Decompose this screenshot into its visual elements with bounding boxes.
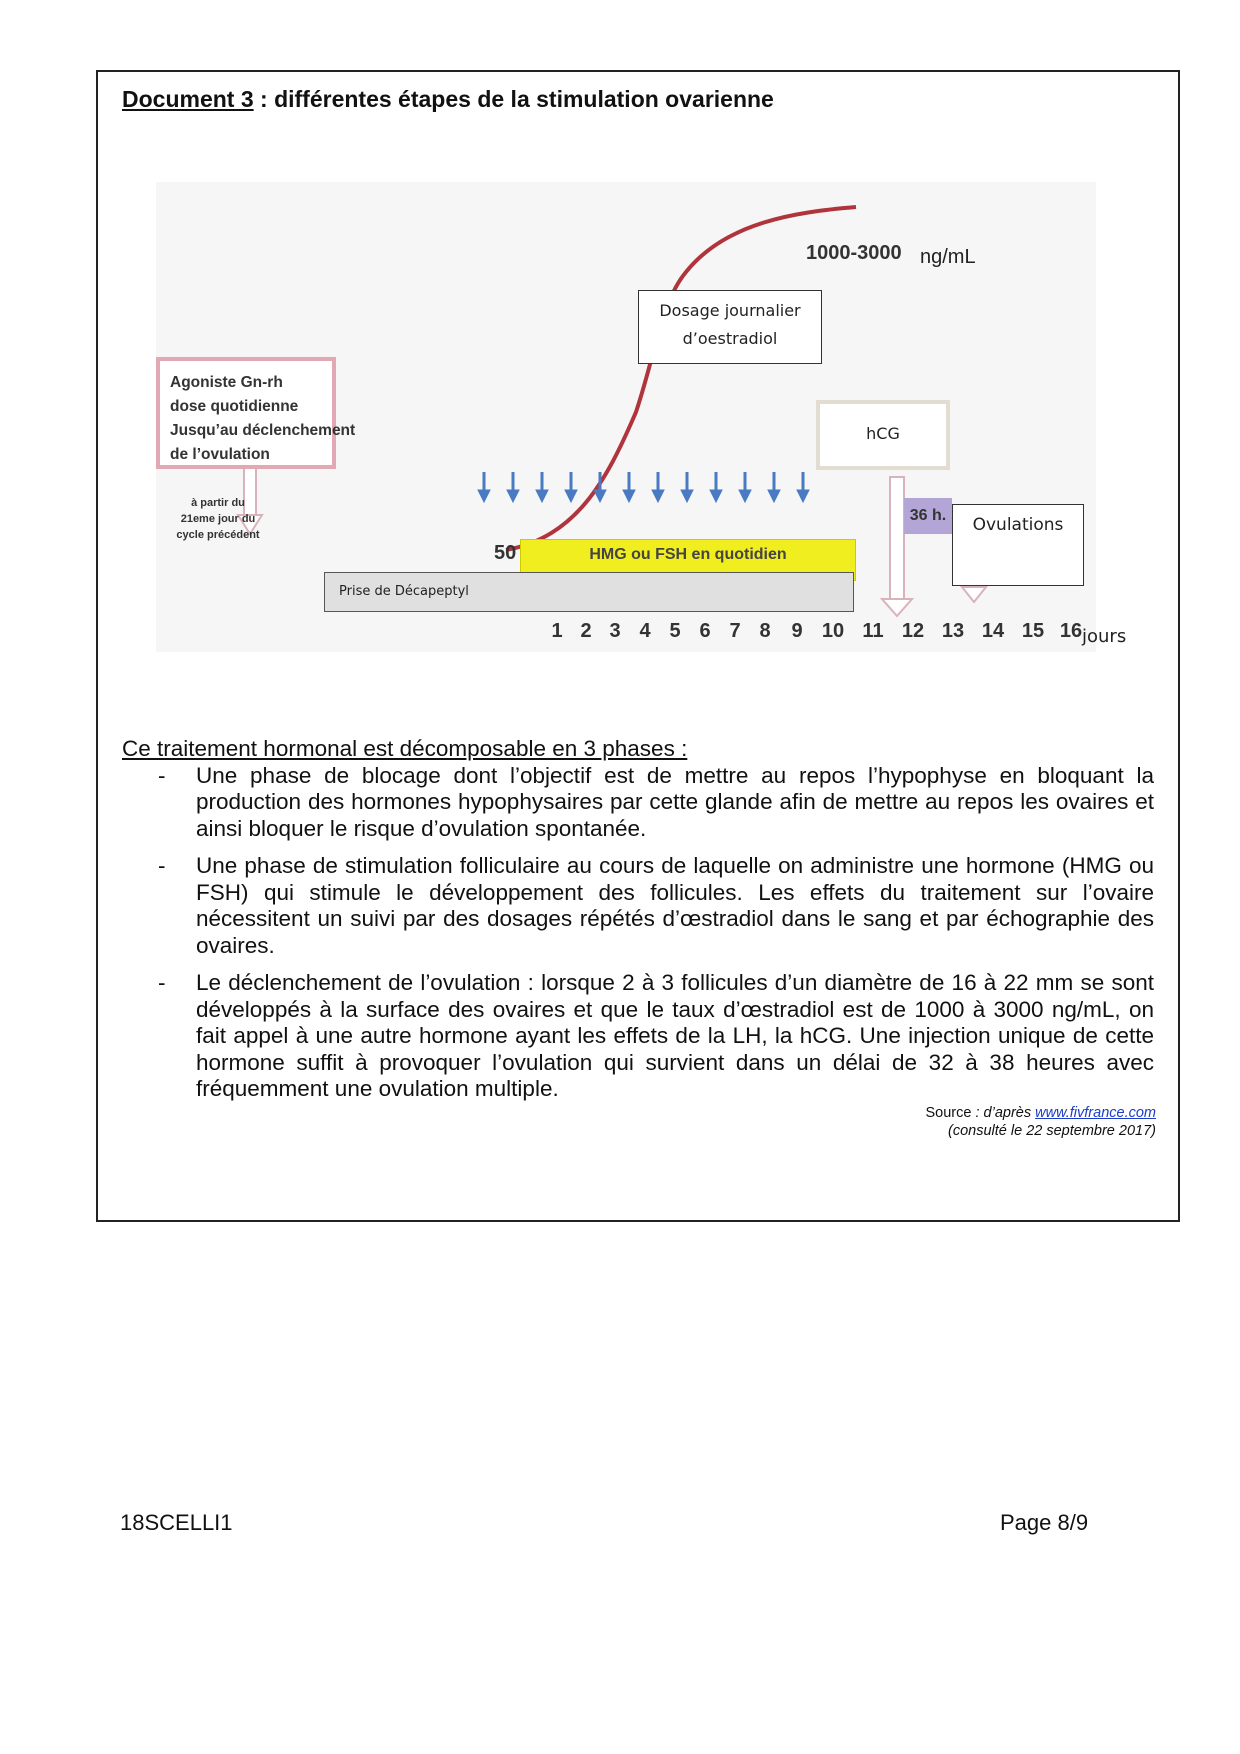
day-tick: 14	[981, 620, 1005, 642]
day-tick: 6	[699, 620, 711, 642]
ovulations-box: Ovulations	[952, 504, 1084, 586]
days-unit: jours	[1082, 626, 1127, 647]
agoniste-box: Agoniste Gn-rh dose quotidienne Jusqu’au déclenchement de l’ovulation	[156, 357, 336, 469]
consulted-date: (consulté le 22 septembre 2017)	[948, 1123, 1156, 1139]
intro-text: Ce traitement hormonal est décomposable en 3 phases :	[122, 736, 688, 761]
day-tick: 7	[729, 620, 741, 642]
day-tick: 16	[1059, 620, 1083, 642]
text-block	[122, 736, 1154, 1114]
start-value: 50	[494, 542, 517, 564]
source-citation: Source : d’après www.fivfrance.com (consulté le 22 septembre 2017)	[925, 1105, 1156, 1139]
peak-value: 1000-3000	[806, 242, 902, 264]
day-tick: 13	[941, 620, 965, 642]
footer-code: 18SCELLI1	[120, 1510, 233, 1535]
document-title-text: : différentes étapes de la stimulation ovarienne	[253, 86, 774, 112]
day-tick: 12	[901, 620, 925, 642]
document-number: Document 3	[122, 86, 254, 112]
phase-list	[122, 763, 1154, 1103]
document-frame	[96, 70, 1180, 1222]
day-tick: 15	[1021, 620, 1045, 642]
hmg-fsh-bar: HMG ou FSH en quotidien	[520, 539, 856, 581]
decapeptyl-bar: Prise de Décapeptyl	[324, 572, 854, 612]
day-tick: 1	[551, 620, 563, 642]
page-number: Page 8/9	[1000, 1510, 1089, 1535]
day-tick: 4	[639, 620, 651, 642]
cycle-start-note: à partir du 21eme jour du cycle précédent	[176, 497, 260, 541]
dosage-box: Dosage journalier d’oestradiol	[638, 290, 822, 364]
day-tick: 10	[821, 620, 845, 642]
phase-item: - Une phase de stimulation folliculaire au cours de laquelle on administre une hormone (HMG ou FSH) qui stimule le développement des follicules. Les effets du traitement sur l’ovaire nécessitent un suivi par des dosages répétés d’œstradiol dans le sang et par échographie des ovaires.	[158, 853, 1154, 958]
day-tick: 9	[791, 620, 803, 642]
hcg-box: hCG	[816, 400, 950, 470]
day-tick: 5	[669, 620, 681, 642]
phase-item: - Une phase de blocage dont l’objectif est de mettre au repos l’hypophyse en bloquant la production des hormones hypophysaires par cette glande afin de mettre au repos les ovaires et ainsi bloquer le risque d’ovulation spontanée.	[158, 762, 1154, 841]
day-tick: 3	[609, 620, 621, 642]
list-dash: -	[158, 762, 166, 788]
document-title	[122, 86, 774, 113]
phase-item: - Le déclenchement de l’ovulation : lorsque 2 à 3 follicules d’un diamètre de 16 à 22 mm se sont développés à la surface des ovaires et que le taux d’œstradiol est de 1000 à 3000 ng/mL, on fait appel à une autre hormone ayant les effets de la LH, la hCG. Une injection unique de cette hormone suffit à provoquer l’ovulation qui survient dans un délai de 32 à 38 heures avec fréquemment une ovulation multiple.	[158, 970, 1154, 1101]
stimulation-figure	[156, 182, 1156, 732]
source-link[interactable]: www.fivfrance.com	[1035, 1105, 1156, 1121]
delay-36h-badge: 36 h.	[904, 498, 952, 534]
day-tick: 8	[759, 620, 771, 642]
list-dash: -	[158, 970, 166, 995]
daily-injection-arrows	[478, 472, 809, 502]
day-tick: 11	[862, 620, 884, 642]
day-tick: 2	[580, 620, 592, 642]
list-dash: -	[158, 853, 166, 878]
concentration-unit: ng/mL	[920, 246, 976, 268]
